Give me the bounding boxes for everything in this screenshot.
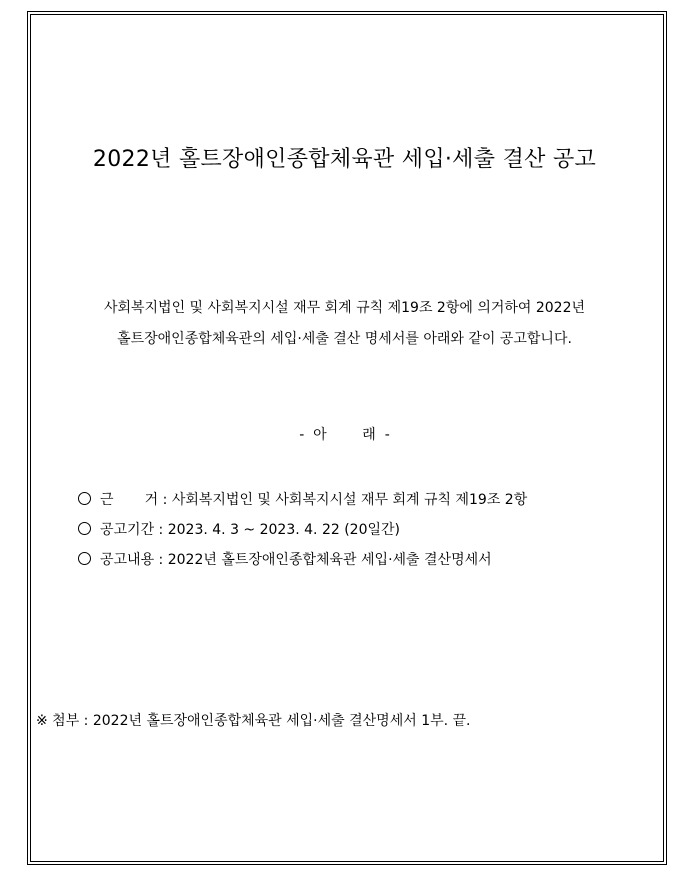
list-item-basis: 근 거 : 사회복지법인 및 사회복지시설 재무 회계 규칙 제19조 2항 [78, 485, 527, 515]
item-value: 2023. 4. 3 ~ 2023. 4. 22 (20일간) [167, 522, 400, 538]
item-value: 사회복지법인 및 사회복지시설 재무 회계 규칙 제19조 2항 [171, 492, 528, 508]
item-value: 2022년 홀트장애인종합체육관 세입·세출 결산명세서 [167, 552, 492, 568]
circle-bullet-icon [78, 552, 91, 565]
document-title: 2022년 홀트장애인종합체육관 세입·세출 결산 공고 [92, 147, 597, 172]
item-label: 공고내용 [100, 552, 155, 568]
section-heading: - 아 래 - [299, 427, 390, 443]
notice-items [78, 485, 527, 575]
list-item-period: 공고기간 : 2023. 4. 3 ~ 2023. 4. 22 (20일간) [78, 515, 527, 545]
item-label: 공고기간 [100, 522, 155, 538]
item-label: 근 거 [100, 492, 159, 508]
circle-bullet-icon [78, 492, 91, 505]
intro-line-1: 사회복지법인 및 사회복지시설 재무 회계 규칙 제19조 2항에 의거하여 2022년 [103, 300, 586, 316]
list-item-content: 공고내용 : 2022년 홀트장애인종합체육관 세입·세출 결산명세서 [78, 545, 527, 575]
intro-line-2: 홀트장애인종합체육관의 세입·세출 결산 명세서를 아래와 같이 공고합니다. [117, 331, 572, 347]
circle-bullet-icon [78, 522, 91, 535]
attachment-note: ※ 첨부 : 2022년 홀트장애인종합체육관 세입·세출 결산명세서 1부. 끝. [36, 713, 471, 729]
intro-paragraph [0, 293, 689, 355]
